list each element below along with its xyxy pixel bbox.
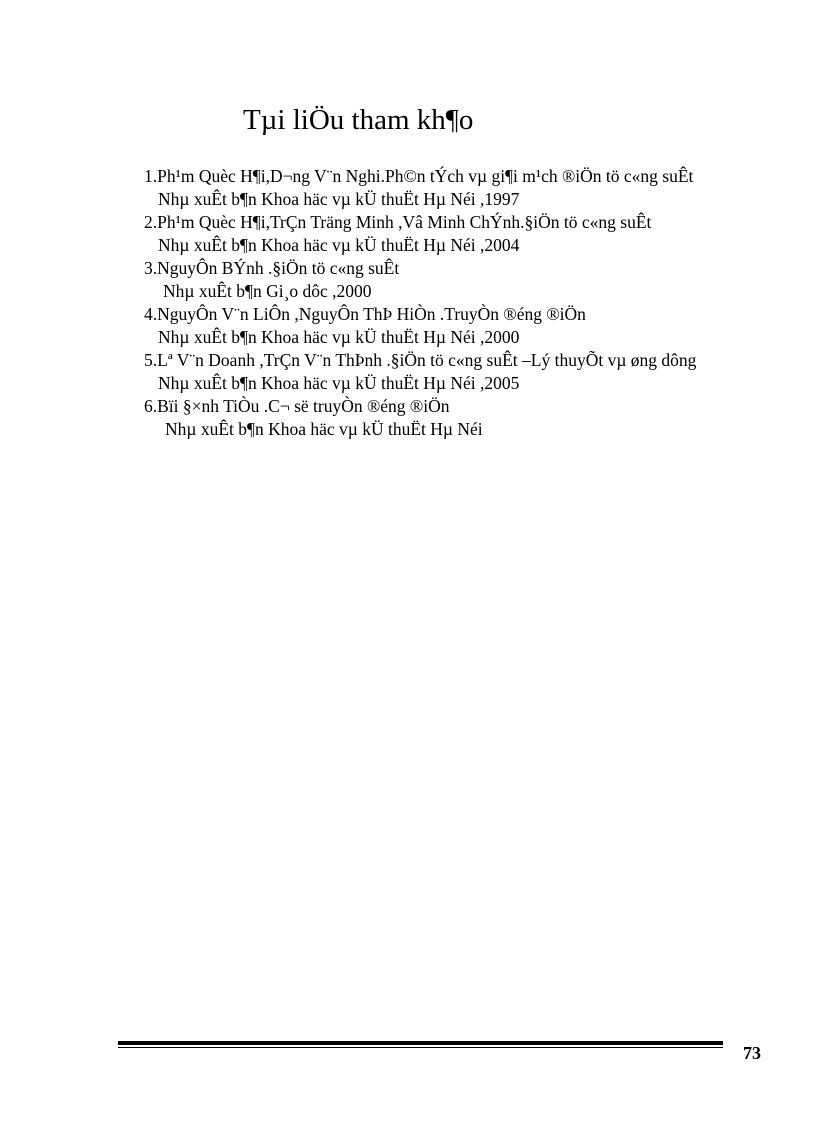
page-title: Tµi liÖu tham kh¶o — [243, 104, 474, 136]
reference-4-line-2: Nhµ xuÊt b¶n Khoa häc vµ kÜ thuËt Hµ Néi ,2000 — [158, 327, 520, 347]
reference-6-line-1: 6.Bïi §×nh TiÒu .C¬ së truyÒn ®éng ®iÖn — [144, 396, 450, 416]
reference-3-line-1: 3.NguyÔn BÝnh .§iÖn tö c«ng suÊt — [144, 258, 400, 278]
reference-2-line-2: Nhµ xuÊt b¶n Khoa häc vµ kÜ thuËt Hµ Néi ,2004 — [158, 235, 520, 255]
reference-list — [144, 165, 784, 441]
reference-3-line-2: Nhµ xuÊt b¶n Gi¸o dôc ,2000 — [163, 281, 372, 301]
footer-rule — [118, 1041, 723, 1048]
reference-6-line-2: Nhµ xuÊt b¶n Khoa häc vµ kÜ thuËt Hµ Néi — [165, 419, 483, 439]
page-number: 73 — [743, 1043, 761, 1063]
reference-5-line-2: Nhµ xuÊt b¶n Khoa häc vµ kÜ thuËt Hµ Néi ,2005 — [158, 373, 520, 393]
reference-1-line-2: Nhµ xuÊt b¶n Khoa häc vµ kÜ thuËt Hµ Néi ,1997 — [158, 189, 520, 209]
reference-2-line-1: 2.Ph¹m Quèc H¶i,TrÇn Träng Minh ,Vâ Minh ChÝnh.§iÖn tö c«ng suÊt — [144, 212, 652, 232]
reference-4-line-1: 4.NguyÔn V¨n LiÔn ,NguyÔn ThÞ HiÒn .TruyÒn ®éng ®iÖn — [144, 304, 586, 324]
reference-5-line-1: 5.Lª V¨n Doanh ,TrÇn V¨n ThÞnh .§iÖn tö c«ng suÊt –Lý thuyÕt vµ øng dông — [144, 350, 697, 370]
footer-rule-thin — [118, 1047, 723, 1048]
reference-1-line-1: 1.Ph¹m Quèc H¶i,D¬ng V¨n Nghi.Ph©n tÝch vµ gi¶i m¹ch ®iÖn tö c«ng suÊt — [144, 166, 694, 186]
